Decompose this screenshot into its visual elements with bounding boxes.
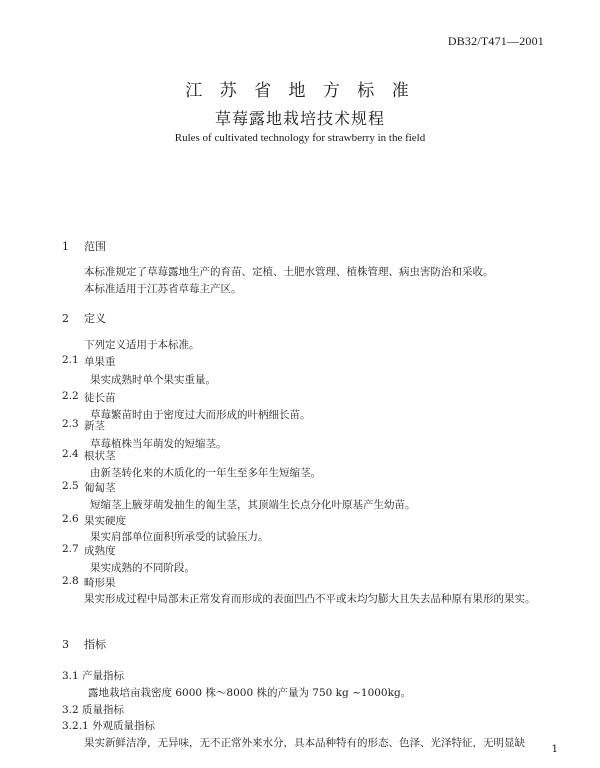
definition-number: 2.3 (62, 418, 79, 430)
subsection-3-1-heading (62, 668, 124, 683)
definition-number: 2.7 (62, 543, 79, 555)
section-title: 指标 (84, 638, 106, 651)
definition-term: 果实硬度 (84, 515, 126, 527)
section-1-paragraph: 本标准规定了草莓露地生产的育苗、定植、土肥水管理、植株管理、病虫害防治和采收。 (84, 266, 494, 278)
section-title: 定义 (84, 312, 106, 325)
definition-number: 2.4 (62, 448, 79, 460)
definition-text: 果实形成过程中局部未正常发育而形成的表面凹凸不平或未均匀膨大且失去品种原有果形的果实。 (84, 593, 536, 605)
section-number: 2 (62, 312, 69, 325)
definition-number: 2.5 (62, 480, 79, 492)
english-title: Rules of cultivated technology for strawberry in the field (174, 132, 426, 144)
definition-text: 草莓繁苗时由于密度过大而形成的叶柄细长苗。 (90, 409, 311, 421)
subsection-title: 外观质量指标 (92, 720, 156, 732)
definition-term: 新茎 (84, 420, 105, 432)
section-1-heading (62, 238, 106, 254)
document-category-title: 江 苏 省 地 方 标 准 (185, 81, 415, 101)
definition-term: 单果重 (84, 356, 116, 368)
section-2-heading (62, 310, 106, 326)
section-3-heading (62, 636, 106, 652)
subsection-3-2-1-text: 果实新鲜洁净，无异味，无不正常外来水分，具本品种特有的形态、色泽、光泽特征，无明显缺 (84, 737, 525, 749)
standard-title: 草莓露地栽培技术规程 (214, 109, 385, 128)
definition-number: 2.8 (62, 575, 79, 587)
definition-number: 2.2 (62, 390, 79, 402)
definition-term: 徒长苗 (84, 392, 116, 404)
definition-term: 根状茎 (84, 450, 116, 462)
standard-code: DB32/T471—2001 (447, 34, 544, 48)
definition-term: 畸形果 (84, 577, 116, 589)
section-1-paragraph: 本标准适用于江苏省草莓主产区。 (84, 283, 242, 295)
subsection-3-2-heading (62, 702, 124, 717)
subsection-number: 3.2.1 (62, 720, 89, 732)
section-number: 3 (62, 638, 69, 651)
definition-text: 果实肩部单位面积所承受的试验压力。 (90, 531, 269, 543)
subsection-title: 产量指标 (82, 670, 125, 682)
section-title: 范围 (84, 240, 106, 253)
subsection-title: 质量指标 (82, 704, 125, 716)
definition-text: 草莓植株当年萌发的短缩茎。 (90, 438, 227, 450)
subsection-number: 3.1 (62, 670, 79, 682)
definition-text: 果实成熟时单个果实重量。 (90, 374, 216, 386)
definition-text: 果实成熟的不同阶段。 (90, 562, 195, 574)
subsection-number: 3.2 (62, 704, 79, 716)
definition-number: 2.6 (62, 513, 79, 525)
definition-text: 短缩茎上腋芽萌发抽生的匍生茎，其顶端生长点分化叶原基产生幼苗。 (90, 499, 416, 511)
page-number: 1 (551, 744, 558, 755)
definition-term: 匍匐茎 (84, 482, 116, 494)
definition-text: 由新茎转化来的木质化的一年生至多年生短缩茎。 (90, 467, 321, 479)
subsection-3-2-1-heading (62, 718, 155, 733)
subsection-3-1-text: 露地栽培亩栽密度 6000 株～8000 株的产量为 750 kg ~1000kg。 (88, 687, 412, 699)
definition-term: 成熟度 (84, 545, 116, 557)
definition-number: 2.1 (62, 354, 79, 366)
section-number: 1 (62, 240, 69, 253)
section-2-intro: 下列定义适用于本标准。 (84, 339, 200, 351)
